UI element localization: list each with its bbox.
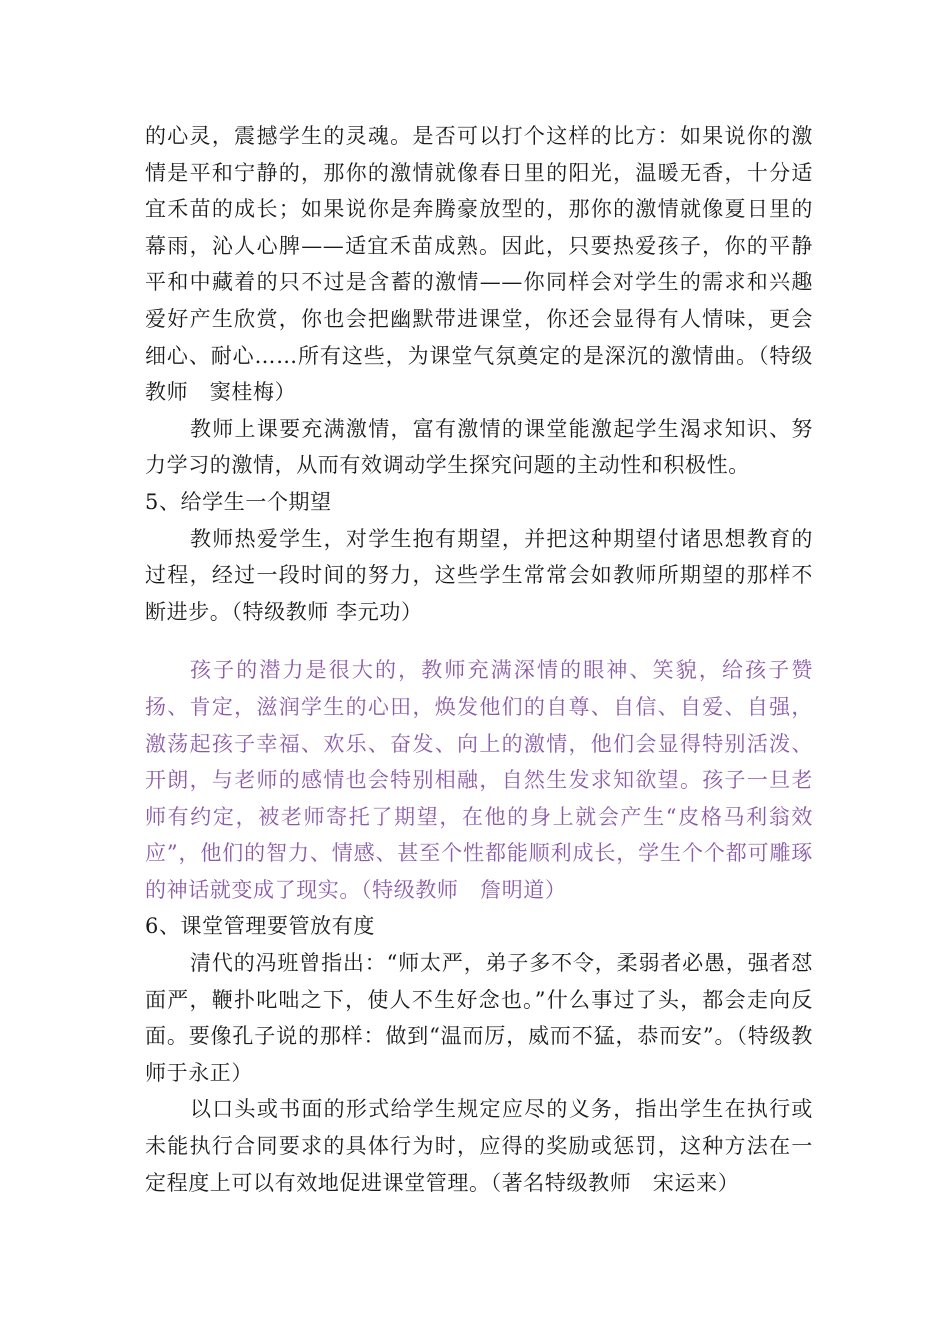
- document-page: [145, 118, 813, 1201]
- section-heading-5: 5、给学生一个期望: [145, 489, 332, 514]
- spacer: [145, 630, 813, 652]
- section-heading-6: 6、课堂管理要管放有度: [145, 914, 375, 939]
- paragraph-pygmalion-effect: 孩子的潜力是很大的，教师充满深情的眼神、笑貌，给孩子赞扬、肯定，滋润学生的心田，焕发他们的自尊、自信、自爱、自强，激荡起孩子幸福、欢乐、奋发、向上的激情，他们会显得特别活泼、开朗，与老师的感情也会特别相融，自然生发求知欲望。孩子一旦老师有约定，被老师寄托了期望，在他的身上就会产生“皮格马利翁效应”，他们的智力、情感、甚至个性都能顺利成长，学生个个都可雕琢的神话就变成了现实。（特级教师 詹明道）: [145, 658, 813, 902]
- paragraph-passion-metaphor: 的心灵，震撼学生的灵魂。是否可以打个这样的比方：如果说你的激情是平和宁静的，那你的激情就像春日里的阳光，温暖无香，十分适宜禾苗的成长；如果说你是奔腾豪放型的，那你的激情就像夏日里的幕雨，沁人心脾——适宜禾苗成熟。因此，只要热爱孩子，你的平静平和中藏着的只不过是含蓄的激情——你同样会对学生的需求和兴趣爱好产生欣赏，你也会把幽默带进课堂，你还会显得有人情味，更会细心、耐心……所有这些，为课堂气氛奠定的是深沉的激情曲。（特级教师 窦桂梅）: [145, 124, 813, 405]
- paragraph-classroom-passion: 教师上课要充满激情，富有激情的课堂能激起学生渴求知识、努力学习的激情，从而有效调动学生探究问题的主动性和积极性。: [145, 416, 813, 478]
- paragraph-expectation: 教师热爱学生，对学生抱有期望，并把这种期望付诸思想教育的过程，经过一段时间的努力，这些学生常常会如教师所期望的那样不断进步。（特级教师 李元功）: [145, 526, 813, 624]
- paragraph-feng-ban-quote: 清代的冯班曾指出：“师太严，弟子多不令，柔弱者必愚，强者怼面严，鞭扑叱咄之下，使人不生好念也。”什么事过了头，都会走向反面。要像孔子说的那样：做到“温而厉，威而不猛，恭而安”。（特级教师于永正）: [145, 951, 813, 1085]
- paragraph-contract-management: 以口头或书面的形式给学生规定应尽的义务，指出学生在执行或未能执行合同要求的具体行为时，应得的奖励或惩罚，这种方法在一定程度上可以有效地促进课堂管理。（著名特级教师 宋运来）: [145, 1097, 813, 1195]
